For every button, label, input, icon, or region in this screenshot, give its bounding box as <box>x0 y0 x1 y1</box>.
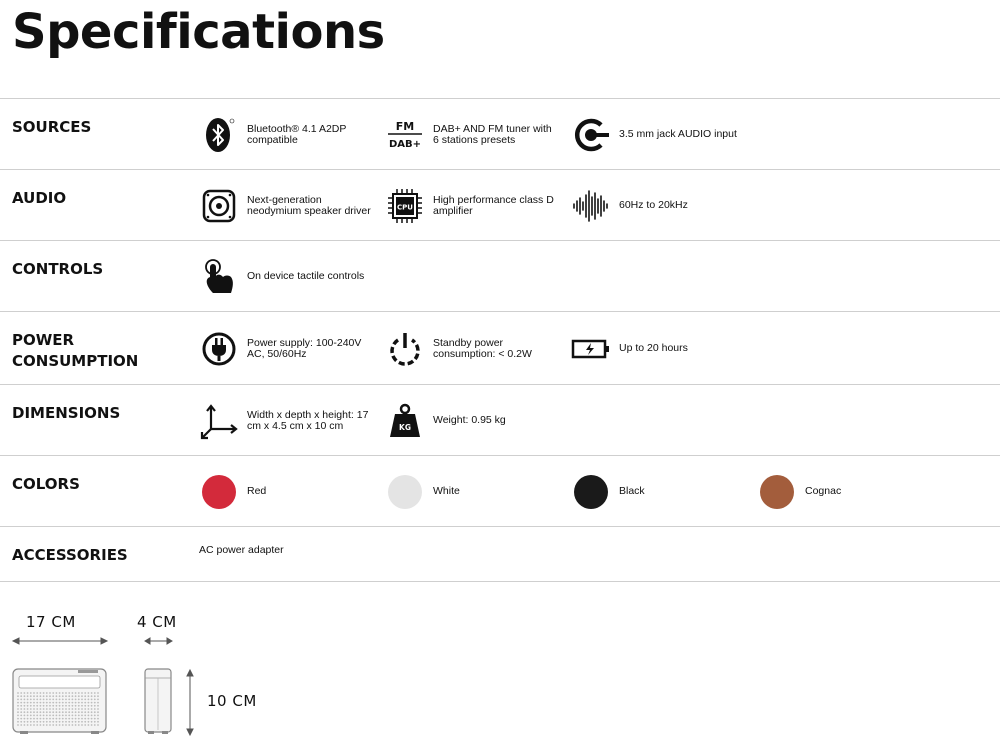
accessory-text: AC power adapter <box>199 544 284 556</box>
sound-wave-icon <box>571 186 611 226</box>
spec-row-sources <box>0 98 1000 169</box>
spec-item-controls <box>199 257 372 297</box>
spec-row-controls <box>0 240 1000 311</box>
spec-item-size <box>199 401 372 441</box>
radio-side-view <box>145 669 171 734</box>
spec-item-text: 3.5 mm jack AUDIO input <box>619 128 737 141</box>
row-label-accessories: ACCESSORIES <box>12 546 128 564</box>
color-option-black <box>571 472 744 512</box>
spec-item-text: Power supply: 100-240V AC, 50/60Hz <box>247 336 362 360</box>
spec-item-text: Up to 20 hours <box>619 342 688 355</box>
color-option-white <box>385 472 558 512</box>
color-swatch <box>757 472 797 512</box>
spec-item-text: On device tactile controls <box>247 270 365 283</box>
spec-item-text: Bluetooth® 4.1 A2DP compatible <box>247 122 347 146</box>
spec-table <box>0 98 1000 582</box>
standby-power-icon <box>385 329 425 369</box>
fm-dab-icon <box>385 115 425 155</box>
spec-item-frequency <box>571 186 744 226</box>
spec-row-audio <box>0 169 1000 240</box>
spec-item-tuner <box>385 115 558 155</box>
page-title: Specifications <box>12 4 385 60</box>
row-label-colors: COLORS <box>12 475 80 493</box>
battery-icon <box>571 329 611 369</box>
spec-row-accessories <box>0 526 1000 582</box>
kg-icon-text: KG <box>399 423 411 432</box>
cpu-chip-icon <box>385 186 425 226</box>
spec-item-jack <box>571 115 744 155</box>
radio-dimension-drawing <box>0 580 300 750</box>
row-label-dimensions: DIMENSIONS <box>12 404 121 422</box>
spec-item-text: 60Hz to 20kHz <box>619 199 688 212</box>
spec-row-colors <box>0 455 1000 526</box>
spec-item-text: High performance class D amplifier <box>433 193 554 217</box>
depth-label: 4 CM <box>137 613 177 631</box>
color-name: Cognac <box>805 485 842 498</box>
spec-item-driver <box>199 186 372 226</box>
spec-item-bluetooth <box>199 115 372 155</box>
color-name: Black <box>619 485 645 498</box>
row-label-audio: AUDIO <box>12 189 67 207</box>
spec-item-power-supply <box>199 329 372 369</box>
spec-row-power <box>0 311 1000 384</box>
spec-item-text: DAB+ AND FM tuner with 6 stations presets <box>433 122 552 146</box>
color-swatch <box>571 472 611 512</box>
color-name: White <box>433 485 460 498</box>
dimension-axes-icon <box>199 401 239 441</box>
color-option-cognac <box>757 472 930 512</box>
spec-item-text: Standby power consumption: < 0.2W <box>433 336 532 360</box>
dab-icon-text: DAB+ <box>388 139 422 150</box>
spec-item-standby <box>385 329 558 369</box>
color-name: Red <box>247 485 267 498</box>
radio-front-view <box>13 669 106 734</box>
fm-icon-text: FM <box>395 120 415 133</box>
spec-item-text: Weight: 0.95 kg <box>433 414 506 427</box>
spec-item-text: Width x depth x height: 17 cm x 4.5 cm x 10 cm <box>247 408 369 432</box>
dimensions-diagram <box>0 580 300 750</box>
row-label-controls: CONTROLS <box>12 260 104 278</box>
row-label-sources: SOURCES <box>12 118 92 136</box>
color-option-red <box>199 472 372 512</box>
bluetooth-icon <box>199 115 239 155</box>
power-plug-icon <box>199 329 239 369</box>
spec-item-battery <box>571 329 744 369</box>
height-label: 10 CM <box>207 692 257 710</box>
spec-row-dimensions <box>0 384 1000 455</box>
row-label-power: POWER CONSUMPTION <box>12 331 139 370</box>
touch-hand-icon <box>199 257 239 297</box>
color-swatch <box>199 472 239 512</box>
color-swatch <box>385 472 425 512</box>
audio-jack-icon <box>571 115 611 155</box>
spec-item-text: Next-generation neodymium speaker driver <box>247 193 371 217</box>
spec-item-amplifier <box>385 186 558 226</box>
width-label: 17 CM <box>26 613 76 631</box>
spec-item-weight <box>385 401 558 441</box>
weight-kg-icon <box>385 401 425 441</box>
cpu-icon-text: CPU <box>397 203 413 212</box>
speaker-driver-icon <box>199 186 239 226</box>
